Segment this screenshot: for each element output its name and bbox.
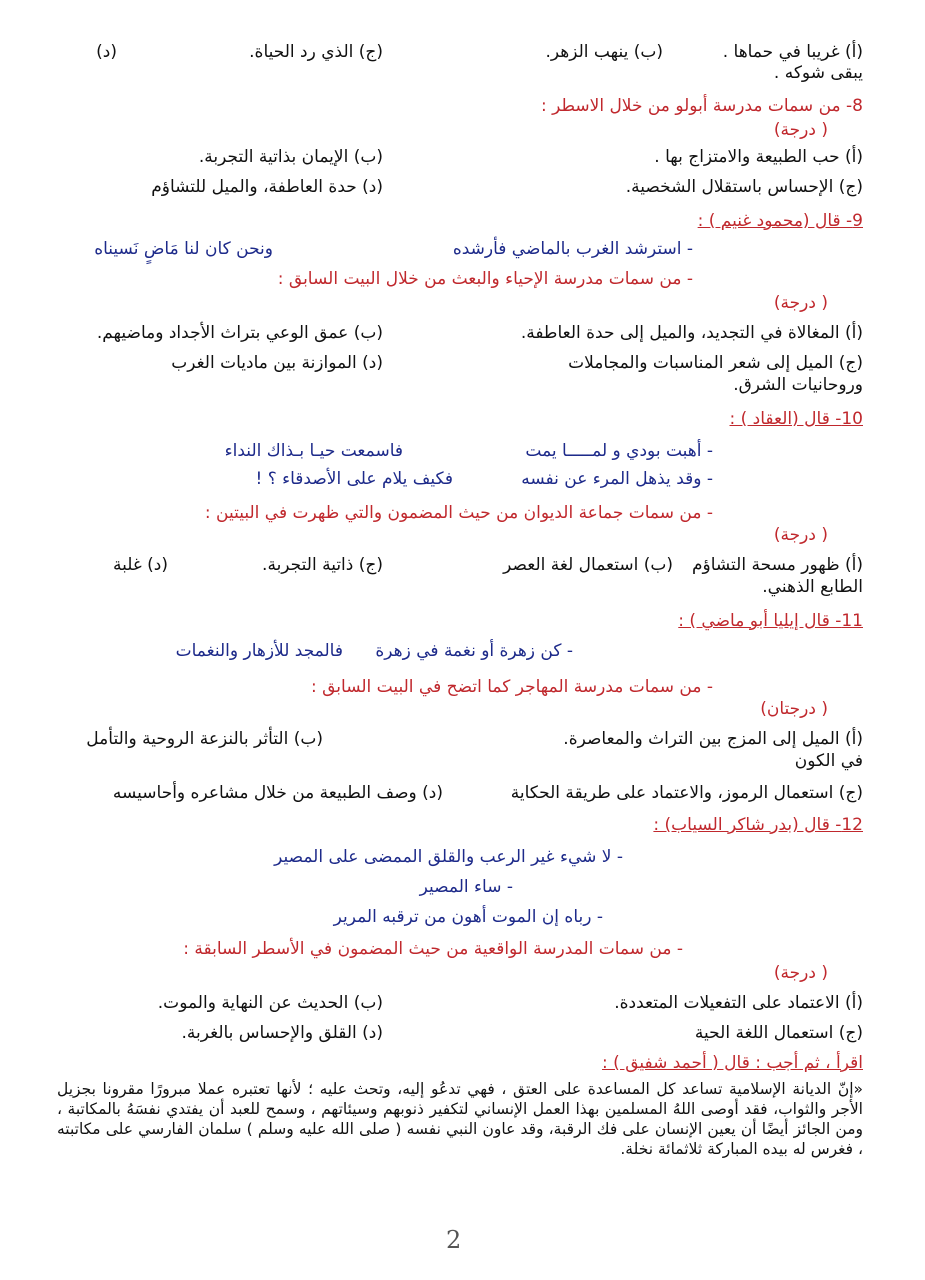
q11-heading: 11- قال إيليا أبو ماضي ) : [678,611,863,631]
q11-continuation: في الكون [794,751,863,771]
q8-grade: ( درجة) [773,120,828,140]
q12-poem-line3: - رباه إن الموت أهون من ترقبه المرير [333,907,603,927]
q11-verse-first: - كن زهرة أو نغمة في زهرة [375,641,573,661]
q7-continuation: يبقى شوكه . [773,63,863,83]
q10-grade: ( درجة) [773,525,828,545]
q9-verse-first-hemistich: - استرشد الغرب بالماضي فأرشده [452,239,693,259]
q10-option-a: (أ) ظهور مسحة التشاؤم [691,555,863,575]
q12-option-d: (د) القلق والإحساس بالغربة. [181,1023,383,1043]
q9-option-a: (أ) المغالاة في التجديد، والميل إلى حدة العاطفة. [520,323,863,343]
q11-grade: ( درجتان) [760,699,828,719]
q10-question: - من سمات جماعة الديوان من حيث المضمون والتي ظهرت في البيتين : [204,503,713,523]
q12-poem-line2: - ساء المصير [419,877,513,897]
q7-option-b: (ب) ينهب الزهر. [545,42,663,62]
q11-option-c: (ج) استعمال الرموز، والاعتماد على طريقة الحكاية [510,783,863,803]
q9-verse-second-hemistich: ونحن كان لنا مَاضٍ نَسيناه [94,239,273,259]
q12-question: - من سمات المدرسة الواقعية من حيث المضمون في الأسطر السابقة : [183,939,683,959]
q12-option-b: (ب) الحديث عن النهاية والموت. [157,993,383,1013]
q10-continuation: الطابع الذهني. [762,577,863,597]
q8-option-b: (ب) الإيمان بذاتية التجربة. [198,147,383,167]
q9-continuation: وروحانيات الشرق. [733,375,863,395]
q12-heading: 12- قال (بدر شاكر السياب) : [653,815,863,835]
q12-option-a: (أ) الاعتماد على التفعيلات المتعددة. [614,993,863,1013]
q8-option-d: (د) حدة العاطفة، والميل للتشاؤم [151,177,383,197]
q12-grade: ( درجة) [773,963,828,983]
q10-option-d: (د) غلبة [112,555,168,575]
q11-option-b: (ب) التأثر بالنزعة الروحية والتأمل [86,729,323,749]
q9-heading: 9- قال (محمود غنيم ) : [697,211,863,231]
q10-verse1-second: فاسمعت حيـا بـذاك النداء [224,441,403,461]
q9-option-c: (ج) الميل إلى شعر المناسبات والمجاملات [568,353,863,373]
q11-question: - من سمات مدرسة المهاجر كما اتضح في البيت السابق : [310,677,713,697]
q11-option-d: (د) وصف الطبيعة من خلال مشاعره وأحاسيسه [112,783,443,803]
q10-verse1-first: - أهبت بودي و لمـــــا يمت [525,441,713,461]
q11-option-a: (أ) الميل إلى المزج بين التراث والمعاصرة. [563,729,863,749]
q9-option-b: (ب) عمق الوعي بتراث الأجداد وماضيهم. [96,323,383,343]
q9-grade: ( درجة) [773,293,828,313]
q12-poem-line1: - لا شيء غير الرعب والقلق الممضى على المصير [274,847,623,867]
q10-verse2-first: - وقد يذهل المرء عن نفسه [521,469,713,489]
q10-verse2-second: فكيف يلام على الأصدقاء ؟ ! [255,469,453,489]
q10-option-b: (ب) استعمال لغة العصر [503,555,673,575]
q8-option-c: (ج) الإحساس باستقلال الشخصية. [625,177,863,197]
q8-option-a: (أ) حب الطبيعة والامتزاج بها . [654,147,863,167]
q10-heading: 10- قال (العقاد ) : [729,409,863,429]
q7-option-a: (أ) غريبا في حماها . [722,42,863,62]
q10-option-c: (ج) ذاتية التجربة. [262,555,383,575]
reading-heading: اقرأ ، ثم أجب : قال ( أحمد شفيق ) : [602,1053,863,1073]
q7-option-c: (ج) الذي رد الحياة. [249,42,383,62]
q11-verse-second: فالمجد للأزهار والنغمات [175,641,343,661]
q12-option-c: (ج) استعمال اللغة الحية [694,1023,863,1043]
q7-option-d: (د) [96,42,117,62]
q9-option-d: (د) الموازنة بين ماديات الغرب [171,353,383,373]
q9-question: - من سمات مدرسة الإحياء والبعث من خلال البيت السابق : [277,269,693,289]
q8-heading: 8- من سمات مدرسة أبولو من خلال الاسطر : [540,96,863,116]
reading-passage: «إنّ الديانة الإسلامية تساعد كل المساعدة على العتق ، فهي تدعُو إليه، وتحث عليه ؛ لأنها تعتبره عملا مبرورًا مقرونا بجزيل الأجر والثواب، فقد أوصى اللهُ المسلمين بهذا العمل الإنساني لتكفير ذنوبهم وسيئاتهم ، وسمح للعبد أن يفتدي نفسَهُ بالمكاتبة ، ومن الجائز أيضًا أن يعين الإنسان على فك الرقبة، وقد عاون النبي نفسه ( صلى الله عليه وسلم ) سلمان الفارسي على مكاتبته ، فغرس له بيده المباركة ثلاثمائة نخلة. [57,1080,863,1158]
page-number: 2 [446,1226,462,1254]
